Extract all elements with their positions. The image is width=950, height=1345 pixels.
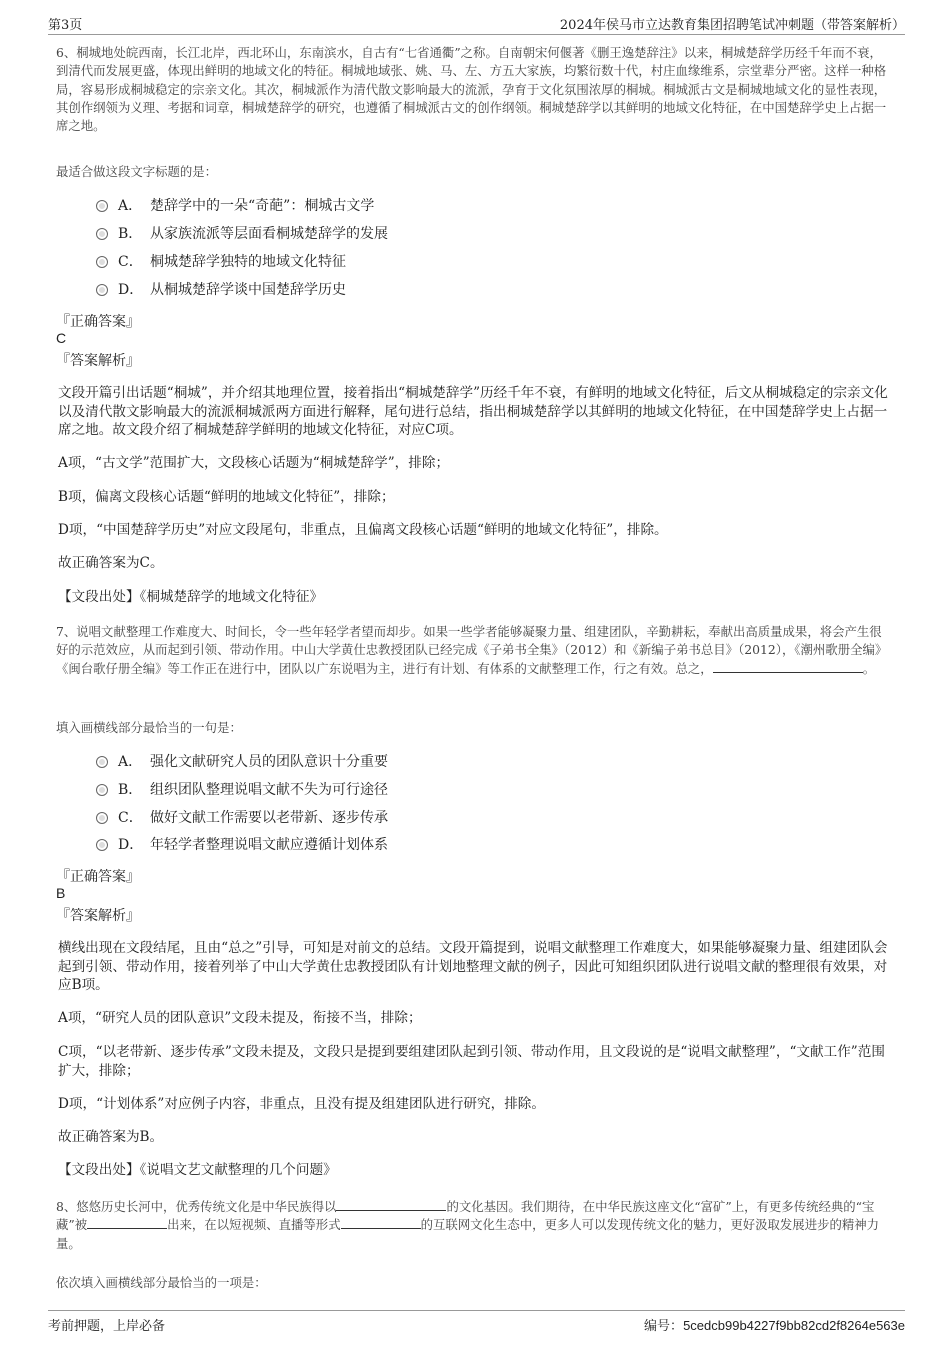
q7-source: 【文段出处】《说唱文艺文献整理的几个问题》 xyxy=(58,1162,337,1178)
q6-analysis-main: 文段开篇引出话题“桐城”，并介绍其地理位置，接着指出“桐城楚辞学”历经千年不衰，有鲜明的地域文化特征，后文从桐城稳定的宗亲文化以及清代散文影响最大的流派桐城派两方面进行解释，尾句进行总结，指出桐城楚辞学以其鲜明的地域文化特征，在中国楚辞学史上占据一席之地。故文段介绍了桐城楚辞学鲜明的地域文化特征，对应C项。 xyxy=(58,385,888,439)
q6-analysis-d: D项，“中国楚辞学历史”对应文段尾句，非重点，且偏离文段核心话题“鲜明的地域文化特征”，排除。 xyxy=(58,522,668,538)
q6-analysis-label: 『答案解析』 xyxy=(56,353,140,369)
radio-icon[interactable] xyxy=(96,784,108,796)
q6-analysis-b: B项，偏离文段核心话题“鲜明的地域文化特征”，排除； xyxy=(58,489,395,505)
q6-answer-label: 『正确答案』 xyxy=(56,314,140,330)
q7-analysis-label: 『答案解析』 xyxy=(56,908,140,924)
question-7-prompt: 填入画横线部分最恰当的一句是： xyxy=(56,720,242,735)
document-code: 编号：5cedcb99b4227f9bb82cd2f8264e563e xyxy=(644,1318,905,1334)
question-7-text: 7、说唱文献整理工作难度大、时间长，令一些年轻学者望而却步。如果一些学者能够凝聚力量、组建团队，辛勤耕耘，奉献出高质量成果，将会产生很好的示范效应，从而起到引领、带动作用。中山大学黄仕忠教授团队已经完成《子弟书全集》（2012）和《新编子弟书总目》（2012），《潮州歌册全编》《闽台歌仔册全编》等工作正在进行中，团队以广东说唱为主，进行有计划、有体系的文献整理工作，行之有效。总之， 。 xyxy=(56,624,888,676)
q7-option-d[interactable]: D． 年轻学者整理说唱文献应遵循计划体系 xyxy=(96,834,388,856)
page-footer xyxy=(48,1310,905,1337)
q7-answer: B xyxy=(56,885,66,901)
q6-option-c[interactable]: C． 桐城楚辞学独特的地域文化特征 xyxy=(96,251,346,273)
q6-analysis-a: A项，“古文学”范围扩大，文段核心话题为“桐城楚辞学”，排除； xyxy=(58,455,450,471)
radio-icon[interactable] xyxy=(96,756,108,768)
fill-blank[interactable] xyxy=(713,660,863,673)
q7-option-c[interactable]: C． 做好文献工作需要以老带新、逐步传承 xyxy=(96,807,388,829)
fill-blank-2[interactable] xyxy=(87,1216,167,1229)
radio-icon[interactable] xyxy=(96,256,108,268)
page-header xyxy=(48,8,905,35)
footer-slogan: 考前押题，上岸必备 xyxy=(48,1319,166,1334)
q6-answer: C xyxy=(56,330,67,346)
q7-analysis-d: D项，“计划体系”对应例子内容，非重点，且没有提及组建团队进行研究，排除。 xyxy=(58,1096,545,1112)
question-6-text: 6、桐城地处皖西南，长江北岸，西北环山，东南滨水，自古有“七省通衢”之称。自南朝宋何偃著《删王逸楚辞注》以来，桐城楚辞学历经千年而不衰，到清代而发展更盛，体现出鲜明的地域文化的特征。桐城地域张、姚、马、左、方五大家族，均繁衍数十代，村庄血缘维系，宗堂辈分严密。这样一种格局，容易形成桐城稳定的宗亲文化。其次，桐城派作为清代散文影响最大的流派，孕育于文化氛围浓厚的桐城。桐城派古文是桐城地域文化的显性表现，其创作纲领为义理、考据和词章，桐城楚辞学的研究，也遵循了桐城派古文的创作纲领。桐城楚辞学以其鲜明的地域文化特征，在中国楚辞学史上占据一席之地。 xyxy=(56,45,887,134)
q7-analysis-main: 横线出现在文段结尾，且由“总之”引导，可知是对前文的总结。文段开篇提到，说唱文献整理工作难度大，如果能够凝聚力量、组建团队会起到引领、带动作用，接着列举了中山大学黄仕忠教授团队有计划地整理文献的例子，因此可知组织团队进行说唱文献的整理很有效果，对应B项。 xyxy=(58,940,888,994)
question-6-prompt: 最适合做这段文字标题的是： xyxy=(56,164,218,179)
q7-option-b[interactable]: B． 组织团队整理说唱文献不失为可行途径 xyxy=(96,779,388,801)
page-number: 第3页 xyxy=(48,18,83,33)
q7-option-a[interactable]: A． 强化文献研究人员的团队意识十分重要 xyxy=(96,751,388,773)
q7-conclusion: 故正确答案为B。 xyxy=(58,1129,164,1145)
radio-icon[interactable] xyxy=(96,284,108,296)
q7-answer-label: 『正确答案』 xyxy=(56,869,140,885)
question-8-prompt: 依次填入画横线部分最恰当的一项是： xyxy=(56,1275,267,1290)
q6-conclusion: 故正确答案为C。 xyxy=(58,555,164,571)
radio-icon[interactable] xyxy=(96,228,108,240)
q6-source: 【文段出处】《桐城楚辞学的地域文化特征》 xyxy=(58,589,324,605)
q6-option-b[interactable]: B． 从家族流派等层面看桐城楚辞学的发展 xyxy=(96,223,388,245)
fill-blank-1[interactable] xyxy=(336,1198,446,1211)
radio-icon[interactable] xyxy=(96,839,108,851)
q7-analysis-c: C项，“以老带新、逐步传承”文段未提及，文段只是提到要组建团队起到引领、带动作用，且文段说的是“说唱文献整理”，“文献工作”范围扩大，排除； xyxy=(58,1044,885,1079)
q6-option-d[interactable]: D． 从桐城楚辞学谈中国楚辞学历史 xyxy=(96,279,346,301)
radio-icon[interactable] xyxy=(96,200,108,212)
radio-icon[interactable] xyxy=(96,812,108,824)
question-8-text: 8、悠悠历史长河中，优秀传统文化是中华民族得以 的文化基因。我们期待，在中华民族这座文化“富矿”上，有更多传统经典的“宝藏”被 出来，在以短视频、直播等形式 的互联网文化生态中，更多人可以发现传统文化的魅力，更好汲取发展进步的精神力量。 xyxy=(56,1199,880,1251)
q6-option-a[interactable]: A． 楚辞学中的一朵“奇葩”：桐城古文学 xyxy=(96,195,374,217)
q7-analysis-a: A项，“研究人员的团队意识”文段未提及，衔接不当，排除； xyxy=(58,1010,422,1026)
fill-blank-3[interactable] xyxy=(341,1216,421,1229)
document-title: 2024年侯马市立达教育集团招聘笔试冲刺题（带答案解析） xyxy=(559,18,905,33)
